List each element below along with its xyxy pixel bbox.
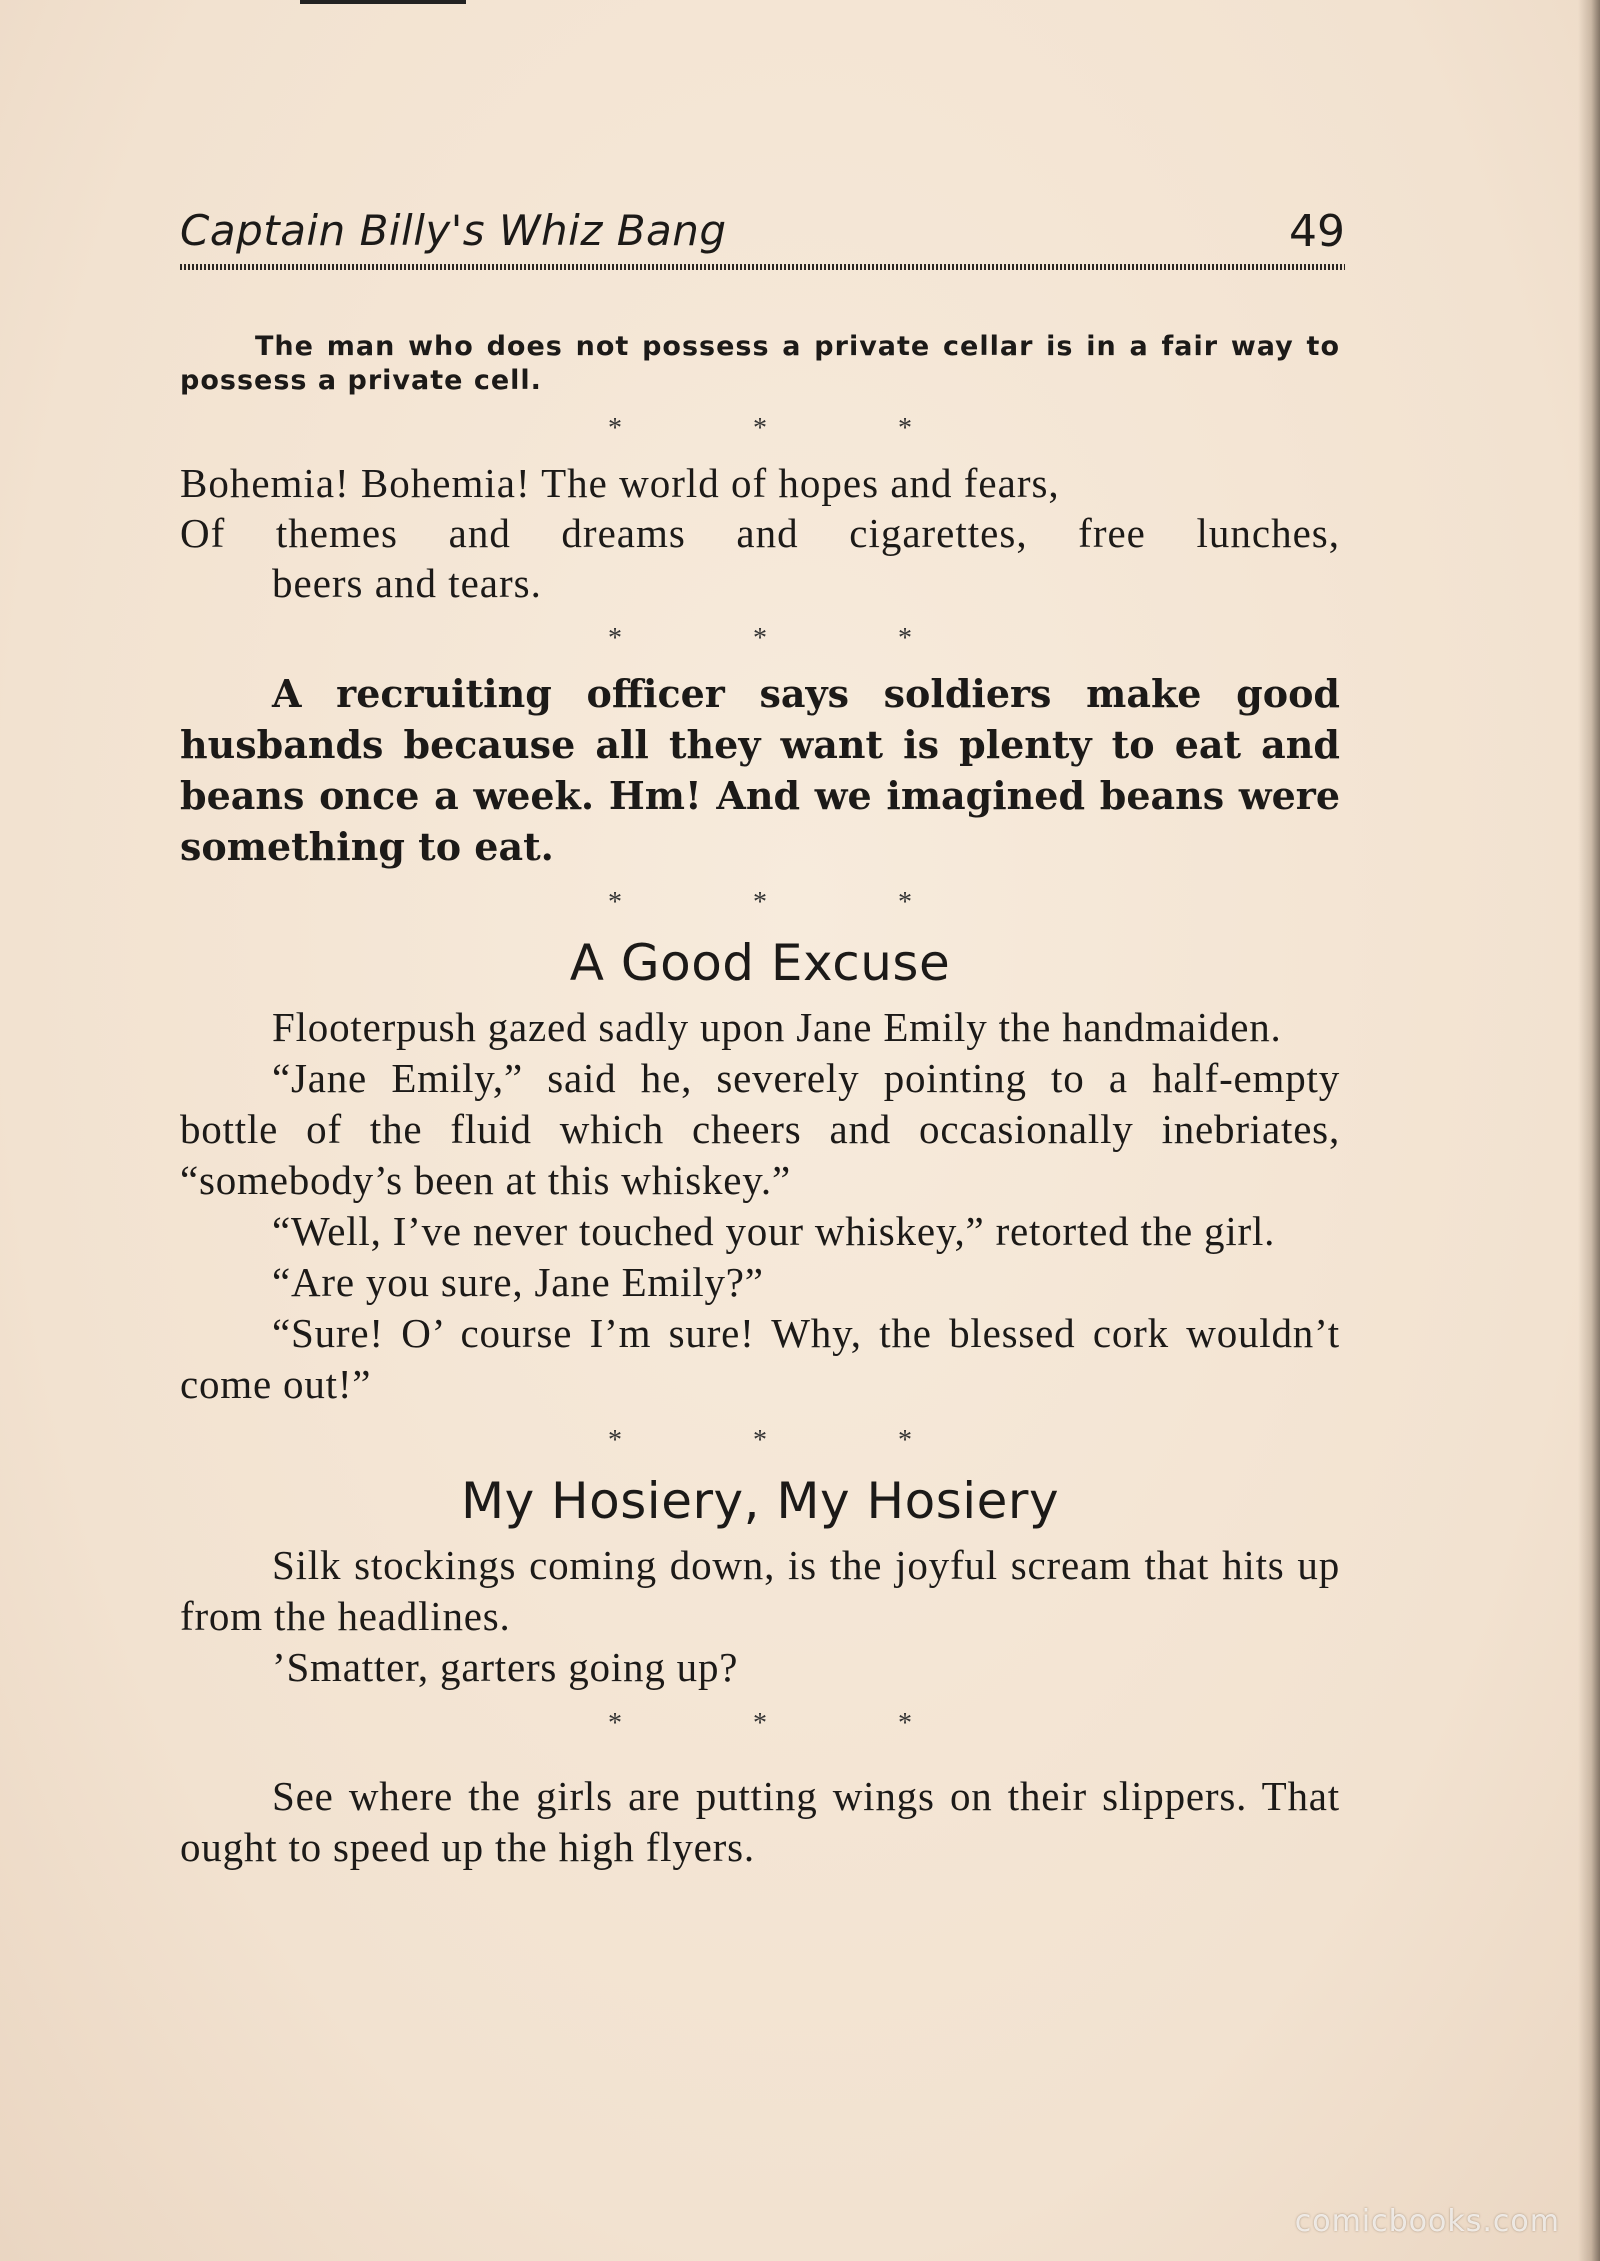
separator: * * * (608, 1425, 974, 1456)
cellar-joke: The man who does not possess a private cellar is in a fair way to possess a private cell. (180, 331, 1340, 396)
story-paragraph: “Jane Emily,” said he, severely pointing to a half-empty bottle of the fluid which cheers and occasionally inebriates, “somebody’s been at this whiskey.” (180, 1055, 1340, 1203)
story-paragraph: “Well, I’ve never touched your whiskey,” retorted the girl. (272, 1208, 1276, 1254)
story-paragraph: Silk stockings coming down, is the joyful scream that hits up from the headlines. (180, 1542, 1340, 1639)
verse-line: beers and tears. (272, 560, 542, 606)
story-paragraph: Flooterpush gazed sadly upon Jane Emily the handmaiden. (272, 1004, 1282, 1050)
separator: * * * (608, 413, 974, 444)
site-watermark: comicbooks.com (1294, 2204, 1560, 2239)
story-paragraph: “Are you sure, Jane Emily?” (272, 1259, 764, 1305)
story-paragraph: ’Smatter, garters going up? (272, 1644, 739, 1690)
page-content (180, 330, 1340, 1873)
recruiting-joke: A recruiting officer says soldiers make good husbands because all they want is plenty to eat and beans once a week. Hm! And we imagined beans were something to eat. (180, 671, 1340, 869)
page-edge-shadow (1578, 0, 1600, 2261)
running-title: Captain Billy's Whiz Bang (180, 206, 727, 255)
story-paragraph: “Sure! O’ course I’m sure! Why, the blessed cork wouldn’t come out!” (180, 1310, 1340, 1407)
verse-line: Bohemia! Bohemia! The world of hopes and fears, (180, 460, 1060, 506)
bohemia-verse (180, 458, 1340, 608)
page-header (180, 206, 1345, 270)
page-number: 49 (1289, 206, 1345, 257)
section-heading: My Hosiery, My Hosiery (460, 1472, 1060, 1530)
header-rule (180, 264, 1345, 270)
separator: * * * (608, 623, 974, 654)
verse-line: Of themes and dreams and cigarettes, free lunches, (180, 510, 1340, 556)
slippers-joke: See where the girls are putting wings on their slippers. That ought to speed up the high flyers. (180, 1773, 1340, 1870)
section-heading: A Good Excuse (569, 934, 951, 992)
top-edge-mark (300, 0, 466, 4)
separator: * * * (608, 887, 974, 918)
separator: * * * (608, 1708, 974, 1739)
